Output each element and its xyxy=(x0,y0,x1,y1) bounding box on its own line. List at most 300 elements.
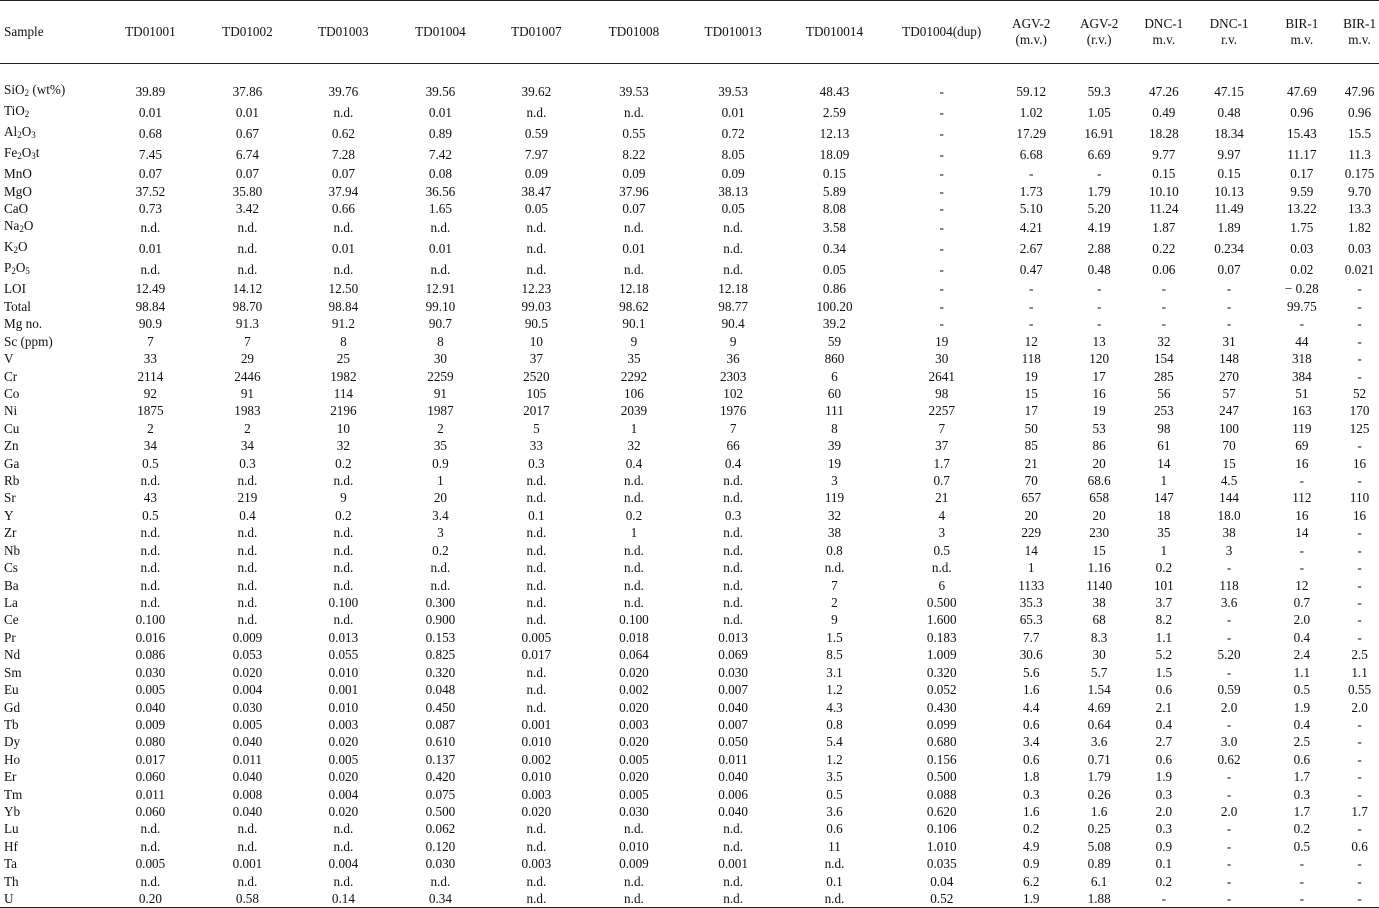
table-cell: 110 xyxy=(1349,490,1370,506)
table-cell: 0.040 xyxy=(718,699,748,715)
table-cell: 0.09 xyxy=(622,166,646,182)
table-cell: 12.18 xyxy=(619,281,649,297)
table-cell: n.d. xyxy=(140,594,161,610)
table-cell: n.d. xyxy=(140,473,161,489)
table-cell: 1.2 xyxy=(826,751,843,767)
table-cell: 0.5 xyxy=(1293,838,1311,854)
row-label: Pr xyxy=(4,629,16,645)
table-cell: 11.3 xyxy=(1348,146,1371,162)
table-cell: 35 xyxy=(627,351,641,367)
column-header-label: TD01008 xyxy=(608,24,660,39)
table-cell: n.d. xyxy=(140,560,161,576)
table-cell: 0.088 xyxy=(926,786,957,802)
table-cell: n.d. xyxy=(624,542,644,558)
table-cell: − 0.28 xyxy=(1284,281,1319,297)
table-cell: 0.34 xyxy=(392,890,488,908)
table-cell: n.d. xyxy=(624,490,644,506)
table-cell: 0.087 xyxy=(425,716,456,732)
table-cell: - xyxy=(1226,873,1232,889)
table-cell: 86 xyxy=(1092,438,1106,454)
table-cell: 0.03 xyxy=(1348,241,1372,257)
table-cell: 2.0 xyxy=(1293,612,1311,628)
table-cell: 1976 xyxy=(719,403,747,419)
table-cell: - xyxy=(1357,786,1362,802)
table-cell: 43 xyxy=(143,490,157,506)
table-cell: 1983 xyxy=(234,403,261,419)
table-cell: 59.3 xyxy=(1087,83,1111,99)
table-cell: 1.6 xyxy=(1090,804,1108,820)
table-cell: 0.004 xyxy=(232,682,263,698)
table-cell: 3.0 xyxy=(1220,734,1238,750)
table-cell: n.d. xyxy=(430,262,451,278)
table-cell: 1.79 xyxy=(1087,769,1111,785)
table-cell: - xyxy=(1357,525,1362,541)
table-cell: 39 xyxy=(827,438,842,454)
table-cell: 0.05 xyxy=(822,262,846,278)
table-cell: 98 xyxy=(935,385,949,401)
table-cell: 65.3 xyxy=(1019,612,1043,628)
table-cell: 5.89 xyxy=(822,183,846,199)
table-cell: 230 xyxy=(1089,525,1110,541)
column-header-label: TD01001 xyxy=(125,24,176,39)
table-cell: 98 xyxy=(1157,420,1171,436)
table-row xyxy=(0,803,1379,820)
row-label: Ni xyxy=(4,403,18,419)
table-cell: 2292 xyxy=(620,368,648,384)
row-label: Ta xyxy=(4,856,17,872)
table-cell: n.d. xyxy=(723,490,744,506)
table-cell: 0.48 xyxy=(1087,262,1111,278)
table-cell: 0.1 xyxy=(826,873,843,889)
table-cell: 1 xyxy=(437,473,444,489)
table-cell: 1.05 xyxy=(1087,104,1111,120)
table-cell: 0.4 xyxy=(1293,629,1311,645)
table-cell: 0.34 xyxy=(822,241,846,257)
table-cell: 0.004 xyxy=(328,856,359,872)
table-cell: n.d. xyxy=(723,612,744,628)
table-cell: - xyxy=(939,241,944,257)
table-cell: 98.84 xyxy=(328,298,359,314)
table-row xyxy=(0,751,1379,768)
table-cell: 0.5 xyxy=(933,542,950,558)
table-cell: n.d. xyxy=(237,612,258,628)
table-row xyxy=(0,524,1379,541)
table-cell: 120 xyxy=(1089,351,1110,367)
table-cell: 51 xyxy=(1295,385,1309,401)
table-cell: n.d. xyxy=(430,873,451,889)
table-cell: 0.2 xyxy=(432,542,449,558)
table-cell: 30 xyxy=(1092,647,1106,663)
table-cell: 47.26 xyxy=(1149,83,1179,99)
table-cell: 7.28 xyxy=(331,146,355,162)
table-cell: 9.59 xyxy=(1290,183,1314,199)
table-cell: 1.8 xyxy=(1022,769,1040,785)
table-row xyxy=(0,594,1379,611)
table-cell: 2520 xyxy=(523,368,550,384)
table-cell: 111 xyxy=(825,403,844,419)
table-cell: 3.5 xyxy=(826,769,843,785)
table-cell: 17 xyxy=(1092,368,1106,384)
table-cell: 7 xyxy=(938,420,946,436)
column-header-label: Sample xyxy=(4,24,44,39)
column-header-label: AGV-2 xyxy=(1079,16,1119,31)
table-cell: 1.7 xyxy=(1351,804,1368,820)
table-cell: 2.5 xyxy=(1351,647,1368,663)
table-cell: 12.50 xyxy=(328,281,359,297)
table-cell: - xyxy=(1357,368,1362,384)
table-cell: n.d. xyxy=(526,542,547,558)
table-cell: - xyxy=(1226,716,1232,732)
table-cell: 47.69 xyxy=(1287,83,1317,99)
table-cell: 154 xyxy=(1153,351,1174,367)
column-header-label: DNC-1 xyxy=(1144,16,1184,31)
table-cell: 658 xyxy=(1089,490,1110,506)
table-cell: - xyxy=(1357,612,1362,628)
table-row xyxy=(0,298,1379,315)
table-cell: 0.59 xyxy=(524,125,548,141)
table-cell: 20 xyxy=(1024,507,1038,523)
table-cell: 4 xyxy=(938,507,946,523)
table-cell: 0.01 xyxy=(428,104,452,120)
table-cell: 0.96 xyxy=(1290,104,1314,120)
table-row xyxy=(0,144,1379,165)
table-cell: 70 xyxy=(1222,438,1236,454)
table-cell: 12.49 xyxy=(135,281,166,297)
table-cell: 7 xyxy=(244,333,251,349)
table-cell: 37 xyxy=(529,351,543,367)
table-cell: n.d. xyxy=(624,594,644,610)
table-cell: - xyxy=(1357,577,1362,593)
table-cell: 0.030 xyxy=(425,856,456,872)
table-cell: 0.5 xyxy=(142,455,159,471)
table-cell: - xyxy=(1357,769,1362,785)
table-cell: 7.97 xyxy=(524,146,548,162)
column-header xyxy=(1264,1,1341,64)
table-cell: n.d. xyxy=(237,821,258,837)
table-cell: 9 xyxy=(630,333,638,349)
column-header xyxy=(488,1,584,64)
table-cell: - xyxy=(1357,333,1362,349)
table-cell: 90.4 xyxy=(721,316,745,332)
table-cell: n.d. xyxy=(333,473,354,489)
table-cell: n.d. xyxy=(624,873,644,889)
table-cell: 0.009 xyxy=(232,629,263,645)
table-cell: 0.4 xyxy=(625,455,643,471)
table-cell: n.d. xyxy=(430,560,451,576)
table-cell: n.d. xyxy=(824,856,845,872)
table-cell: 21 xyxy=(935,490,949,506)
table-cell: 0.9 xyxy=(1022,856,1040,872)
table-cell: 0.2 xyxy=(335,455,352,471)
table-cell: 0.005 xyxy=(619,786,649,802)
table-cell: 0.020 xyxy=(619,699,649,715)
table-row xyxy=(0,200,1379,217)
row-label: Rb xyxy=(4,473,20,489)
table-cell: n.d. xyxy=(526,577,547,593)
table-cell: 15.5 xyxy=(1348,125,1372,141)
table-cell: 0.9 xyxy=(432,455,449,471)
table-cell: 0.02 xyxy=(1290,262,1314,278)
table-cell: 1.54 xyxy=(1087,682,1111,698)
table-cell: 0.040 xyxy=(718,769,748,785)
row-label: Sm xyxy=(4,664,22,680)
table-cell: - xyxy=(1226,629,1232,645)
row-label: Th xyxy=(4,873,19,889)
table-cell: 0.009 xyxy=(135,716,166,732)
table-cell: 39.53 xyxy=(718,83,748,99)
column-header xyxy=(886,1,997,64)
row-label: MnO xyxy=(4,166,32,182)
table-cell: 15.43 xyxy=(1287,125,1317,141)
table-cell: 2.1 xyxy=(1155,699,1173,715)
row-label: La xyxy=(4,594,18,610)
table-cell: 0.89 xyxy=(1087,856,1111,872)
table-cell: 0.26 xyxy=(1087,786,1111,802)
table-cell: 0.7 xyxy=(1293,594,1311,610)
table-cell: 270 xyxy=(1219,368,1239,384)
table-header xyxy=(0,1,1379,64)
table-cell: 0.01 xyxy=(721,104,745,120)
table-cell: 98.62 xyxy=(619,298,649,314)
table-row xyxy=(0,629,1379,646)
table-cell: n.d. xyxy=(723,594,744,610)
table-cell: 13 xyxy=(1092,333,1106,349)
table-cell: 20 xyxy=(1092,455,1106,471)
column-header xyxy=(1340,1,1379,64)
row-label: Cs xyxy=(4,560,18,576)
column-header xyxy=(1065,1,1133,64)
table-cell: 1.16 xyxy=(1087,560,1111,576)
row-label: $Al_2O_3$ xyxy=(4,123,36,140)
table-cell: n.d. xyxy=(624,104,644,120)
table-cell: 0.96 xyxy=(1348,104,1372,120)
table-cell: 44 xyxy=(1295,333,1309,349)
row-label: Yb xyxy=(4,804,21,820)
table-row xyxy=(0,123,1379,144)
table-cell: n.d. xyxy=(430,220,451,236)
row-label: Mg no. xyxy=(4,316,43,332)
table-cell: 3.42 xyxy=(235,200,259,216)
table-cell: 12 xyxy=(1024,333,1038,349)
table-cell: 0.106 xyxy=(926,821,957,837)
table-cell: 0.3 xyxy=(1155,821,1173,837)
table-cell: 0.22 xyxy=(1152,241,1176,257)
table-cell: 0.004 xyxy=(328,786,359,802)
table-cell: 0.052 xyxy=(926,682,957,698)
table-cell: n.d. xyxy=(526,560,547,576)
table-cell: 0.17 xyxy=(1290,166,1314,182)
table-cell: n.d. xyxy=(584,890,683,908)
table-cell: 0.6 xyxy=(1022,751,1040,767)
table-cell: 0.09 xyxy=(524,166,548,182)
column-header-label: TD01002 xyxy=(222,24,273,39)
table-cell: n.d. xyxy=(237,577,258,593)
table-cell: 0.005 xyxy=(135,682,166,698)
table-cell: 0.01 xyxy=(428,241,452,257)
table-cell: 0.73 xyxy=(138,200,162,216)
table-cell: 35.3 xyxy=(1019,594,1043,610)
table-cell: n.d. xyxy=(140,262,161,278)
table-cell: 0.6 xyxy=(1155,682,1173,698)
table-cell: 0.01 xyxy=(622,241,646,257)
table-cell: 8 xyxy=(437,333,444,349)
table-cell: 92 xyxy=(143,385,157,401)
table-cell: 2039 xyxy=(620,403,648,419)
table-cell: 0.005 xyxy=(521,629,552,645)
row-label: $Na_2O$ xyxy=(4,218,34,235)
table-cell: 0.099 xyxy=(926,716,957,732)
table-row xyxy=(0,716,1379,733)
table-cell: - xyxy=(1096,281,1102,297)
table-cell: 91 xyxy=(433,385,447,401)
table-cell: n.d. xyxy=(526,664,547,680)
table-row xyxy=(0,838,1379,855)
table-cell: 90.9 xyxy=(138,316,162,332)
column-header-label: TD010014 xyxy=(805,24,864,39)
table-cell: 0.008 xyxy=(232,786,263,802)
table-cell: 4.9 xyxy=(1022,838,1040,854)
table-cell: n.d. xyxy=(140,577,161,593)
table-row xyxy=(0,280,1379,297)
table-cell: - xyxy=(1357,751,1362,767)
table-cell: 6.2 xyxy=(1022,873,1040,889)
table-cell: 0.005 xyxy=(619,751,649,767)
row-label: U xyxy=(0,890,100,908)
table-cell: 0.58 xyxy=(201,890,295,908)
table-cell: 0.005 xyxy=(232,716,263,732)
table-cell: 0.017 xyxy=(135,751,166,767)
table-cell: 0.8 xyxy=(826,542,843,558)
table-cell: - xyxy=(1161,281,1167,297)
table-cell: 1.7 xyxy=(1293,804,1311,820)
table-cell: 18.0 xyxy=(1217,507,1241,523)
table-cell: 4.69 xyxy=(1087,699,1111,715)
table-cell: 4.5 xyxy=(1220,473,1238,489)
table-cell: - xyxy=(939,281,944,297)
table-cell: 0.020 xyxy=(328,769,359,785)
table-cell: 0.100 xyxy=(135,612,166,628)
table-cell: 91 xyxy=(240,385,255,401)
table-cell: 0.086 xyxy=(135,647,166,663)
table-row xyxy=(0,681,1379,698)
table-cell: 1.82 xyxy=(1348,220,1372,236)
table-cell: 8.3 xyxy=(1090,629,1108,645)
column-header-label: TD01004(dup) xyxy=(902,24,982,39)
table-cell: 119 xyxy=(824,490,845,506)
table-cell: 0.68 xyxy=(138,125,162,141)
table-cell: 0.001 xyxy=(232,856,263,872)
table-cell: 0.59 xyxy=(1217,682,1241,698)
table-cell: 38.47 xyxy=(521,183,552,199)
table-cell: 38 xyxy=(1222,525,1236,541)
table-cell: - xyxy=(939,220,944,236)
row-label: TiO$_2$ xyxy=(4,102,30,119)
table-cell: 0.040 xyxy=(232,734,263,750)
table-cell: 3.7 xyxy=(1155,594,1173,610)
table-cell: 17 xyxy=(1024,403,1038,419)
table-cell: 384 xyxy=(1291,368,1312,384)
table-cell: 0.030 xyxy=(135,664,166,680)
table-cell: 68 xyxy=(1092,612,1106,628)
table-cell: 0.003 xyxy=(521,856,552,872)
table-row xyxy=(0,238,1379,259)
row-label: MgO xyxy=(4,183,32,199)
table-cell: 0.2 xyxy=(1022,821,1040,837)
table-cell: 100 xyxy=(1219,420,1239,436)
table-cell: 0.01 xyxy=(331,241,355,257)
table-cell: 20 xyxy=(433,490,447,506)
table-cell: n.d. xyxy=(237,262,258,278)
column-header xyxy=(100,1,200,64)
table-cell: 35 xyxy=(1157,525,1171,541)
table-cell: 13.3 xyxy=(1348,200,1372,216)
table-cell: 0.420 xyxy=(425,769,456,785)
table-cell: 4.19 xyxy=(1087,220,1111,236)
table-cell: n.d. xyxy=(526,262,547,278)
table-cell: n.d. xyxy=(140,821,161,837)
table-cell: 0.001 xyxy=(718,856,748,872)
table-cell: 2.0 xyxy=(1220,804,1238,820)
table-cell: 1 xyxy=(630,525,638,541)
table-cell: 6.74 xyxy=(235,146,259,162)
column-header xyxy=(1195,1,1264,64)
table-cell: 0.020 xyxy=(328,734,359,750)
table-cell: 0.67 xyxy=(235,125,259,141)
table-cell: 39.56 xyxy=(425,83,456,99)
table-cell: 91.3 xyxy=(235,316,259,332)
table-row xyxy=(0,402,1379,419)
table-cell: 1.65 xyxy=(428,200,452,216)
table-cell: n.d. xyxy=(624,577,644,593)
table-cell: n.d. xyxy=(684,890,783,908)
table-cell: - xyxy=(1357,873,1362,889)
table-cell: 15 xyxy=(1092,542,1106,558)
table-cell: 0.01 xyxy=(235,104,259,120)
table-cell: 10.10 xyxy=(1149,183,1179,199)
table-cell: - xyxy=(1226,298,1232,314)
column-header-label: DNC-1 xyxy=(1209,16,1249,31)
table-cell: 59 xyxy=(827,333,842,349)
table-cell: n.d. xyxy=(333,262,354,278)
table-cell: 3.6 xyxy=(1090,734,1108,750)
table-cell: 0.2 xyxy=(1293,821,1311,837)
table-cell: 12 xyxy=(1295,577,1309,593)
table-cell: 1 xyxy=(1160,473,1168,489)
table-cell: 5.6 xyxy=(1022,664,1040,680)
table-cell: n.d. xyxy=(140,220,161,236)
table-cell: 0.002 xyxy=(521,751,552,767)
table-cell: 0.6 xyxy=(1293,751,1311,767)
table-cell: 0.3 xyxy=(528,455,545,471)
table-cell: 0.07 xyxy=(622,200,646,216)
table-cell: - xyxy=(1357,734,1362,750)
table-row xyxy=(0,420,1379,437)
table-cell: - xyxy=(1226,821,1232,837)
table-cell: 0.048 xyxy=(425,682,456,698)
table-cell: - xyxy=(1357,316,1362,332)
table-cell: 1.87 xyxy=(1152,220,1176,236)
table-cell: - xyxy=(1357,629,1362,645)
table-cell: n.d. xyxy=(931,560,952,576)
table-cell: 37.52 xyxy=(135,183,166,199)
table-cell: 0.900 xyxy=(425,612,456,628)
table-cell: n.d. xyxy=(723,542,744,558)
table-cell: 33 xyxy=(529,438,543,454)
table-row xyxy=(0,855,1379,872)
table-cell: 1.02 xyxy=(1019,104,1043,120)
table-cell: n.d. xyxy=(526,525,547,541)
table-cell: - xyxy=(939,166,944,182)
